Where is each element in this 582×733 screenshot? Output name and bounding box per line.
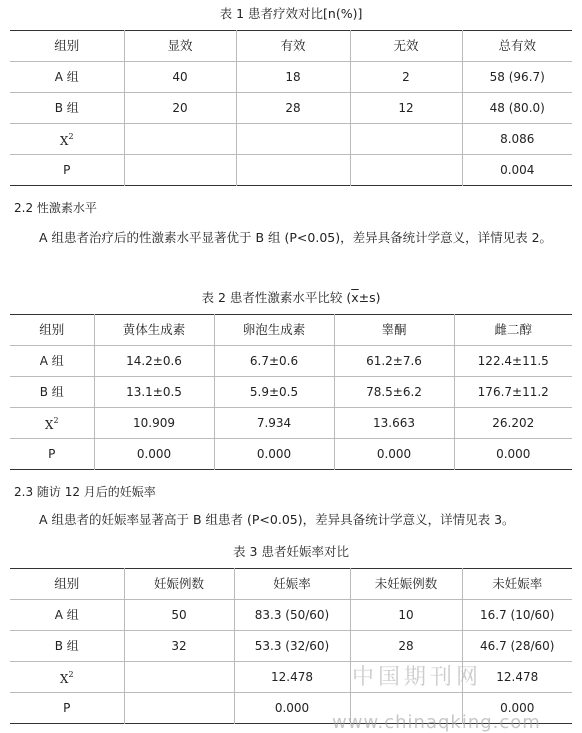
table-cell: 32 <box>124 631 234 662</box>
header-cell: 组别 <box>39 322 65 337</box>
table-cell: 48 (80.0) <box>462 93 572 124</box>
table-cell: 12.478 <box>234 662 350 693</box>
table-cell: 26.202 <box>454 408 572 439</box>
table-cell <box>124 124 236 155</box>
table-cell: 10 <box>350 600 462 631</box>
table-row <box>10 631 572 662</box>
table-cell <box>124 662 234 693</box>
table-cell: 61.2±7.6 <box>334 346 454 377</box>
table-cell: 2 <box>350 62 462 93</box>
table-cell <box>124 693 234 724</box>
header-cell: 卵泡生成素 <box>214 315 334 346</box>
table-cell: P <box>10 693 124 724</box>
table-cell: 40 <box>124 62 236 93</box>
table-header-row <box>10 569 572 600</box>
table3 <box>10 568 572 724</box>
watermark-url: www.chinaqking.com <box>332 712 541 733</box>
table-cell: 0.004 <box>462 155 572 186</box>
table-row <box>10 600 572 631</box>
header-cell: 组别 <box>54 38 80 53</box>
table-cell: 50 <box>124 600 234 631</box>
table-cell: 13.663 <box>334 408 454 439</box>
table-header-row <box>10 315 572 346</box>
header-cell: 未妊娠率 <box>462 569 572 600</box>
table-cell: B 组 <box>10 377 94 408</box>
table-cell: 122.4±11.5 <box>454 346 572 377</box>
header-cell: 显效 <box>124 31 236 62</box>
table-cell: 0.000 <box>214 439 334 470</box>
chi-square-label: $X^2$ <box>10 124 124 155</box>
table-cell: 83.3 (50/60) <box>234 600 350 631</box>
table-row <box>10 155 572 186</box>
table-cell: 0.000 <box>454 439 572 470</box>
table-row <box>10 662 572 693</box>
table-cell: 7.934 <box>214 408 334 439</box>
table-cell: 0.000 <box>462 693 572 724</box>
table1 <box>10 30 572 186</box>
table2-caption: 表 2 患者性激素水平比较 $(\overline{x}\pm s)$ <box>201 290 381 305</box>
table-cell: A 组 <box>10 346 94 377</box>
table-cell: 10.909 <box>94 408 214 439</box>
table-row <box>10 93 572 124</box>
table2 <box>10 314 572 470</box>
section-heading-2-3: 2.3 随访 12 月后的妊娠率 <box>14 485 156 499</box>
table-row <box>10 377 572 408</box>
table-cell: 5.9±0.5 <box>214 377 334 408</box>
section-paragraph-2-2: A 组患者治疗后的性激素水平显著优于 B 组 (P<0.05)，差异具备统计学意义，详情见表 2。 <box>39 230 553 245</box>
table1-caption: 表 1 患者疗效对比[n(%)] <box>219 6 363 21</box>
table-cell: 28 <box>236 93 350 124</box>
header-cell: 组别 <box>54 576 80 591</box>
header-cell: 妊娠例数 <box>124 569 234 600</box>
table-cell: 53.3 (32/60) <box>234 631 350 662</box>
section-paragraph-2-3: A 组患者的妊娠率显著高于 B 组患者 (P<0.05)，差异具备统计学意义，详情见表 3。 <box>39 512 515 527</box>
table-cell <box>236 155 350 186</box>
header-cell: 妊娠率 <box>234 569 350 600</box>
section-heading-2-2: 2.2 性激素水平 <box>14 201 97 215</box>
table-cell: 18 <box>236 62 350 93</box>
table-cell: 78.5±6.2 <box>334 377 454 408</box>
table-cell: 46.7 (28/60) <box>462 631 572 662</box>
table-header-row <box>10 31 572 62</box>
table-cell: B 组 <box>10 93 124 124</box>
table-cell: 0.000 <box>334 439 454 470</box>
table-cell: 58 (96.7) <box>462 62 572 93</box>
table-cell <box>236 124 350 155</box>
table-cell: 28 <box>350 631 462 662</box>
chi-square-label: $X^2$ <box>10 408 94 439</box>
table-cell <box>124 155 236 186</box>
table3-caption: 表 3 患者妊娠率对比 <box>233 544 349 559</box>
header-cell: 有效 <box>236 31 350 62</box>
table-cell: 20 <box>124 93 236 124</box>
table-cell: 13.1±0.5 <box>94 377 214 408</box>
table-cell: A 组 <box>10 62 124 93</box>
table-cell: 0.000 <box>234 693 350 724</box>
table-cell: 12.478 <box>462 662 572 693</box>
watermark-text: 中国期刊网 <box>352 665 483 690</box>
header-cell: 无效 <box>350 31 462 62</box>
header-cell: 总有效 <box>462 31 572 62</box>
table-row <box>10 408 572 439</box>
header-cell: 黄体生成素 <box>94 315 214 346</box>
table-cell: 176.7±11.2 <box>454 377 572 408</box>
table-cell: P <box>10 155 124 186</box>
chi-square-label: $X^2$ <box>10 662 124 693</box>
table-cell: B 组 <box>10 631 124 662</box>
table-cell: 8.086 <box>462 124 572 155</box>
table-row <box>10 346 572 377</box>
table-row <box>10 439 572 470</box>
table-cell: P <box>10 439 94 470</box>
table-cell: 6.7±0.6 <box>214 346 334 377</box>
table-cell: 14.2±0.6 <box>94 346 214 377</box>
table-cell: 12 <box>350 93 462 124</box>
header-cell: 雌二醇 <box>454 315 572 346</box>
table-cell <box>350 155 462 186</box>
table-cell: A 组 <box>10 600 124 631</box>
table-row <box>10 62 572 93</box>
table-cell: 0.000 <box>94 439 214 470</box>
header-cell: 未妊娠例数 <box>350 569 462 600</box>
table-cell: 16.7 (10/60) <box>462 600 572 631</box>
table-cell <box>350 124 462 155</box>
table-row <box>10 124 572 155</box>
header-cell: 睾酮 <box>334 315 454 346</box>
